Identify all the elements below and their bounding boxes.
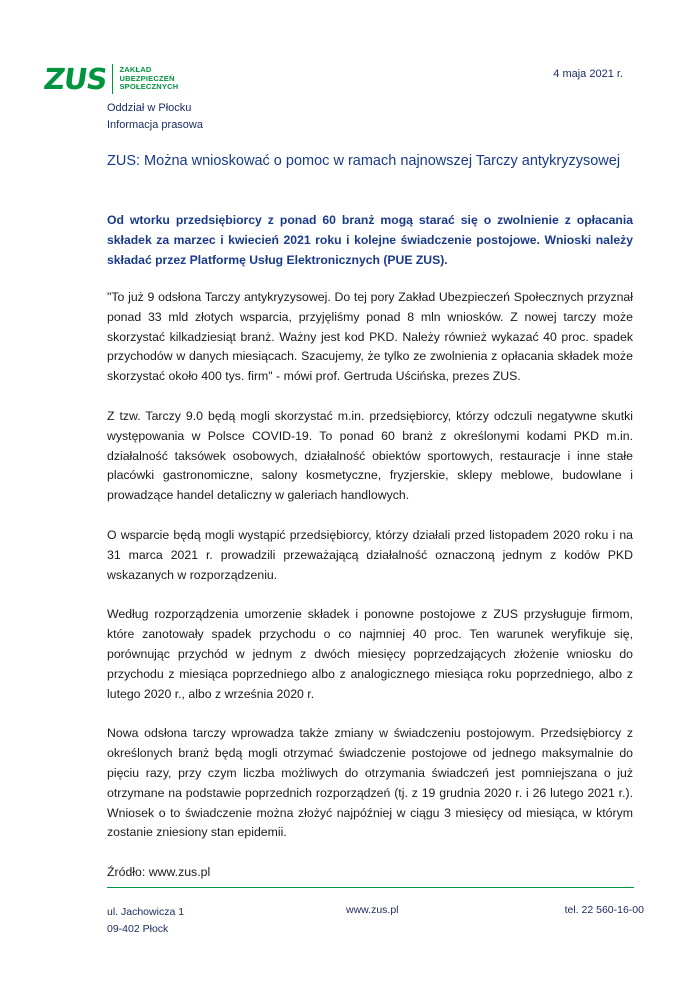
zus-logo — [41, 62, 179, 96]
paragraph: Nowa odsłona tarczy wprowadza także zmiany w świadczeniu postojowym. Przedsiębiorcy z określonych branż będą mogli otrzymać świadczenie postojowe od jednego maksymalnie do pięciu razy, przy czym liczba możliwych do otrzymania świadczeń jest pomniejszana o już otrzymane na podstawie poprzednich rozporządzeń (tj. z 19 grudnia 2020 r. i 26 lutego 2021 r.). Wniosek o to świadczenie można złożyć najpóźniej w ciągu 3 miesięcy od miesiąca, w którym zostanie zniesiony stan epidemii. — [107, 726, 633, 840]
logo-line-1: ZAKŁAD — [119, 65, 152, 75]
document-date: 4 maja 2021 r. — [553, 68, 623, 80]
branch-info — [107, 100, 203, 134]
footer-website: www.zus.pl — [346, 904, 399, 916]
paragraph: Według rozporządzenia umorzenie składek i ponowne postojowe z ZUS przysługuje firmom, które zanotowały spadek przychodu o co najmniej 40 proc. Ten warunek weryfikuje się, porównując przychód w jednym z dwóch miesięcy poprzedzających złożenie wniosku do przychodu z miesiąca poprzedniego albo z analogicznego miesiąca roku poprzedniego, albo z lutego 2020 r., albo z września 2020 r. — [107, 607, 633, 701]
article-body — [107, 288, 633, 903]
address-street: ul. Jachowicza 1 — [107, 906, 185, 918]
logo-mark: ZUS — [41, 62, 109, 96]
paragraph: Z tzw. Tarczy 9.0 będą mogli skorzystać m.in. przedsiębiorcy, którzy odczuli negatywne skutki występowania w Polsce COVID-19. To ponad 60 branż z określonymi kodami PKD m.in. działalność taksówek osobowych, działalność obiektów sportowych, restauracje i inne stałe placówki gastronomiczne, salony kosmetyczne, fryzjerskie, sklepy meblowe, budowlane i prowadzące handel detaliczny w galeriach handlowych. — [107, 408, 633, 503]
footer-phone: tel. 22 560-16-00 — [564, 904, 644, 916]
branch-name: Oddział w Płocku — [107, 102, 192, 114]
document-type: Informacja prasowa — [107, 119, 203, 131]
logo-divider — [112, 64, 113, 94]
paragraph: O wsparcie będą mogli wystąpić przedsiębiorcy, którzy działali przed listopadem 2020 roku i na 31 marca 2021 r. prowadzili przeważającą działalność oznaczoną jednym z kodów PKD wskazanych w rozporządzeniu. — [107, 527, 633, 582]
article-title: ZUS: Można wnioskować o pomoc w ramach najnowszej Tarczy antykryzysowej — [107, 153, 621, 169]
footer-divider — [107, 887, 634, 888]
logo-line-2: UBEZPIECZEŃ — [119, 73, 175, 83]
footer-address — [107, 904, 184, 938]
logo-text — [119, 66, 178, 92]
address-city: 09-402 Płock — [107, 923, 169, 935]
paragraph: "To już 9 odsłona Tarczy antykryzysowej. Do tej pory Zakład Ubezpieczeń Społecznych przyznał ponad 33 mld złotych wsparcia, przyjęliśmy ponad 8 mln wniosków. Z nowej tarczy może skorzystać kilkadziesiąt branż. Ważny jest kod PKD. Należy również wykazać 40 proc. spadek przychodów w danych miesiącach. Szacujemy, że tylko ze zwolnienia z opłacania składek może skorzystać około 400 tys. firm" - mówi prof. Gertruda Uścińska, prezes ZUS. — [107, 290, 633, 384]
source-line: Źródło: www.zus.pl — [107, 865, 211, 880]
logo-line-3: SPOŁECZNYCH — [119, 82, 179, 92]
article-lead: Od wtorku przedsiębiorcy z ponad 60 branż mogą starać się o zwolnienie z opłacania składek za marzec i kwiecień 2021 roku i kolejne świadczenie postojowe. Wnioski należy składać przez Platformę Usług Elektronicznych (PUE ZUS). — [107, 213, 633, 267]
